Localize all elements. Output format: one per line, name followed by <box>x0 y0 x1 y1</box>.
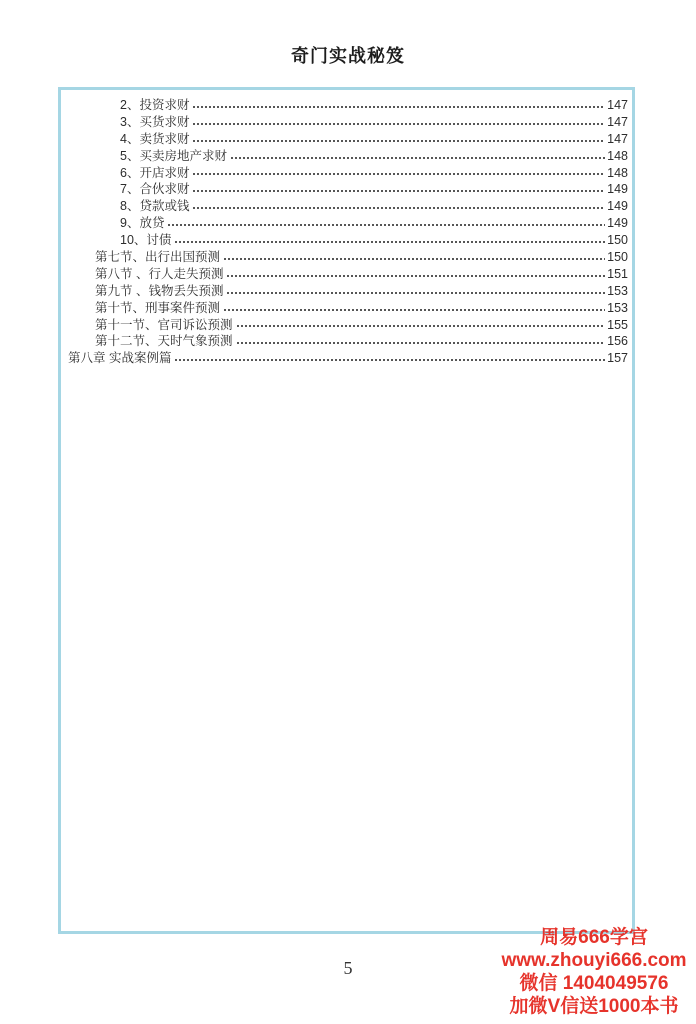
toc-entry <box>61 95 628 112</box>
toc-entry-label: 7、合伙求财 <box>120 182 190 197</box>
toc-entry-label: 10、讨债 <box>120 233 172 248</box>
toc-leader-dots <box>174 358 605 362</box>
toc-entry <box>61 348 628 365</box>
toc-entry-page: 155 <box>607 317 628 332</box>
toc-entry-label: 第九节 、钱物丢失预测 <box>95 283 224 298</box>
toc-entry-page: 147 <box>607 131 628 146</box>
toc-entry <box>61 146 628 163</box>
toc-entry-page: 153 <box>607 300 628 315</box>
toc-leader-dots <box>192 189 605 193</box>
toc-entry <box>61 213 628 230</box>
toc-entry-label: 第八章 实战案例篇 <box>68 351 172 366</box>
toc-entry <box>61 196 628 213</box>
toc-entry-label: 第七节、出行出国预测 <box>95 250 221 265</box>
toc-entry-label: 第十二节、天时气象预测 <box>95 334 233 349</box>
toc-leader-dots <box>236 341 606 345</box>
toc-list <box>61 90 632 365</box>
watermark-line: 周易666学宫 <box>540 927 648 948</box>
toc-entry-page: 153 <box>607 283 628 298</box>
toc-leader-dots <box>192 122 605 126</box>
toc-entry <box>61 298 628 315</box>
toc-leader-dots <box>192 206 605 210</box>
toc-leader-dots <box>192 139 605 143</box>
toc-entry-label: 第十节、刑事案件预测 <box>95 300 221 315</box>
toc-entry-page: 156 <box>607 334 628 349</box>
toc-entry-label: 3、买货求财 <box>120 114 190 129</box>
toc-entry <box>61 179 628 196</box>
toc-entry <box>61 264 628 281</box>
toc-entry-page: 147 <box>607 114 628 129</box>
toc-entry-page: 148 <box>607 165 628 180</box>
toc-leader-dots <box>226 291 605 295</box>
toc-entry-label: 2、投资求财 <box>120 98 190 112</box>
toc-entry-label: 6、开店求财 <box>120 165 190 180</box>
toc-entry-page: 149 <box>607 199 628 214</box>
toc-entry-label: 5、买卖房地产求财 <box>120 148 227 163</box>
toc-leader-dots <box>174 240 605 244</box>
toc-entry-page: 149 <box>607 182 628 197</box>
toc-entry-label: 4、卖货求财 <box>120 131 190 146</box>
watermark-line: www.zhouyi666.com <box>501 950 687 971</box>
toc-entry <box>61 129 628 146</box>
toc-leader-dots <box>226 274 605 278</box>
toc-entry <box>61 281 628 298</box>
toc-entry-page: 157 <box>607 351 628 366</box>
watermark-line: 加微V信送1000本书 <box>509 996 679 1017</box>
toc-entry-label: 第十一节、官司诉讼预测 <box>95 317 233 332</box>
toc-entry-label: 8、贷款或钱 <box>120 199 190 214</box>
toc-leader-dots <box>192 105 605 109</box>
toc-entry <box>61 315 628 332</box>
toc-entry <box>61 331 628 348</box>
toc-entry-page: 148 <box>607 148 628 163</box>
toc-leader-dots <box>223 257 605 261</box>
toc-entry <box>61 247 628 264</box>
toc-entry-page: 150 <box>607 250 628 265</box>
toc-leader-dots <box>167 223 605 227</box>
watermark-block <box>492 926 696 1018</box>
toc-entry <box>61 230 628 247</box>
toc-border-box <box>58 87 635 934</box>
toc-leader-dots <box>192 172 605 176</box>
toc-entry <box>61 112 628 129</box>
toc-entry-page: 147 <box>607 98 628 112</box>
toc-entry-label: 第八节 、行人走失预测 <box>95 266 224 281</box>
toc-leader-dots <box>230 156 605 160</box>
book-title: 奇门实战秘笈 <box>291 46 405 66</box>
toc-entry-page: 149 <box>607 216 628 231</box>
toc-entry-page: 150 <box>607 233 628 248</box>
watermark-line: 微信 1404049576 <box>519 973 669 994</box>
toc-entry-page: 151 <box>607 266 628 281</box>
page-number: 5 <box>343 958 353 978</box>
toc-leader-dots <box>236 324 606 328</box>
toc-leader-dots <box>223 308 605 312</box>
toc-entry-label: 9、放贷 <box>120 216 165 231</box>
toc-entry <box>61 163 628 180</box>
